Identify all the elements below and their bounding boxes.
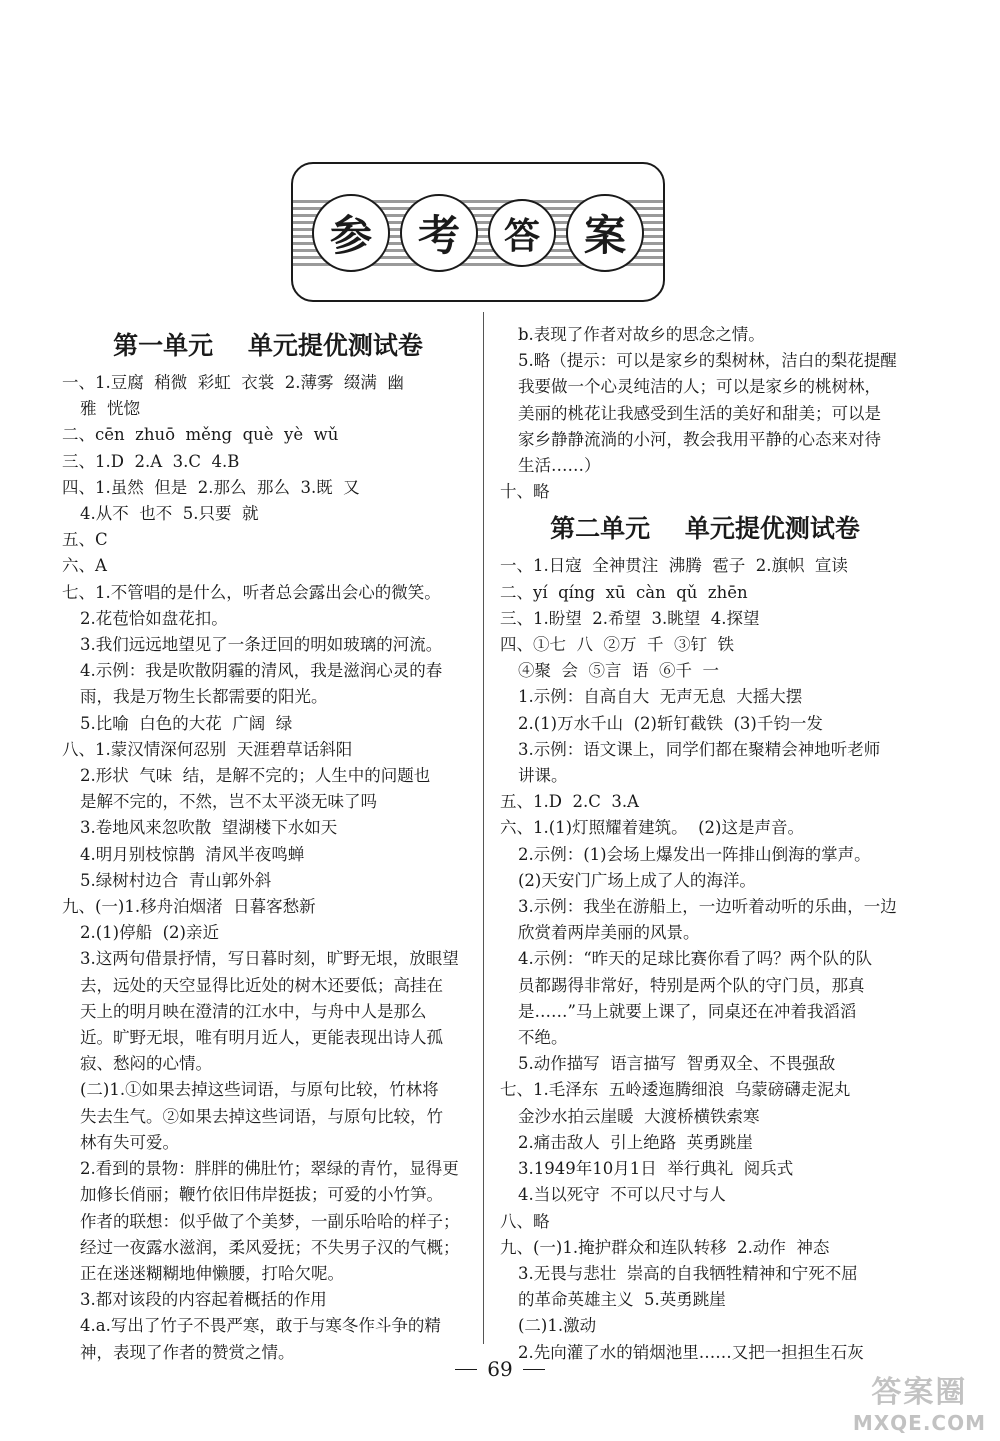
answer-line: 二、cēn zhuō měng què yè wǔ xyxy=(62,425,339,445)
page-number-footer xyxy=(430,1355,570,1383)
answer-line: 2.示例：(1)会场上爆发出一阵排山倒海的掌声。 xyxy=(518,844,871,864)
answer-line: (2)天安门广场上成了人的海洋。 xyxy=(518,870,756,890)
answer-line: 5.略（提示：可以是家乡的梨树林，洁白的梨花提醒 xyxy=(518,351,897,371)
answer-line: 5.比喻 白色的大花 广阔 绿 xyxy=(80,713,293,733)
answer-line: 4.示例：我是吹散阴霾的清风，我是滋润心灵的春 xyxy=(80,661,443,681)
banner-chars xyxy=(293,192,663,274)
answer-line: 3.示例：我坐在游船上，一边听着动听的乐曲，一边 xyxy=(518,897,897,917)
watermark-text-top: 答案圈 xyxy=(871,1375,968,1410)
answer-line: 是……”马上就要上课了，同桌还在冲着我滔滔 xyxy=(518,1001,857,1021)
answer-line: 七、1.不管唱的是什么，听者总会露出会心的微笑。 xyxy=(62,582,441,602)
left-column xyxy=(62,322,474,1366)
unit-two-title: 第二单元 单元提优测试卷 xyxy=(550,514,860,544)
answer-line: 雅 恍惚 xyxy=(80,399,140,419)
answer-banner xyxy=(291,162,665,302)
answer-line: 作者的联想：似乎做了个美梦，一副乐哈哈的样子； xyxy=(80,1211,460,1231)
answer-line: 七、1.毛泽东 五岭逶迤腾细浪 乌蒙磅礴走泥丸 xyxy=(500,1080,851,1100)
answer-line: 3.无畏与悲壮 崇高的自我牺牲精神和宁死不屈 xyxy=(518,1263,858,1283)
answer-line: 二、yí qíng xū càn qǔ zhēn xyxy=(500,582,748,602)
page-number: 69 xyxy=(487,1357,513,1381)
answer-line: 雨，我是万物生长都需要的阳光。 xyxy=(80,687,328,707)
answer-line: 4.当以死守 不可以尺寸与人 xyxy=(518,1185,726,1205)
banner-char-2: 考 xyxy=(400,194,478,272)
answer-line: 近。旷野无垠，唯有明月近人，更能表现出诗人孤 xyxy=(80,1028,443,1048)
answer-line: 4.从不 也不 5.只要 就 xyxy=(80,504,259,524)
answer-line: 寂、愁闷的心情。 xyxy=(80,1054,212,1074)
answer-line: 加修长俏丽；鞭竹依旧伟岸挺拔；可爱的小竹笋。 xyxy=(80,1185,443,1205)
answer-line: 2.(1)停船 (2)亲近 xyxy=(80,923,219,943)
unit-two-answers xyxy=(500,553,910,1365)
right-column xyxy=(500,322,910,1366)
answer-line: 是解不完的，不然，岂不太平淡无味了吗 xyxy=(80,792,377,812)
footer-dash-right xyxy=(523,1369,545,1370)
answer-line: 金沙水拍云崖暖 大渡桥横铁索寒 xyxy=(518,1106,760,1126)
answer-line: 2.看到的景物：胖胖的佛肚竹；翠绿的青竹，显得更 xyxy=(80,1159,459,1179)
answer-line: (二)1.激动 xyxy=(518,1316,597,1336)
answer-line: 九、(一)1.掩护群众和连队转移 2.动作 神态 xyxy=(500,1237,830,1257)
answer-line: 3.卷地风来忽吹散 望湖楼下水如天 xyxy=(80,818,338,838)
answer-line: 正在迷迷糊糊地伸懒腰，打哈欠呢。 xyxy=(80,1263,344,1283)
answer-line: 讲课。 xyxy=(518,766,568,786)
answer-line: 4.示例：“昨天的足球比赛你看了吗？两个队的队 xyxy=(518,949,873,969)
answer-line: 3.我们远远地望见了一条迂回的明如玻璃的河流。 xyxy=(80,635,443,655)
answer-line: 不绝。 xyxy=(518,1028,568,1048)
answer-line: 5.动作描写 语言描写 智勇双全、不畏强敌 xyxy=(518,1054,836,1074)
answer-line: 4.明月别枝惊鹊 清风半夜鸣蝉 xyxy=(80,844,305,864)
footer-dash-left xyxy=(455,1369,477,1370)
answer-line: 2.形状 气味 结，是解不完的；人生中的问题也 xyxy=(80,766,431,786)
answer-line: 六、1.(1)灯照耀着建筑。 (2)这是声音。 xyxy=(500,818,804,838)
answer-line: 5.绿树村边合 青山郭外斜 xyxy=(80,870,272,890)
answer-line: 八、略 xyxy=(500,1211,550,1231)
banner-char-1: 参 xyxy=(312,194,390,272)
answer-line: 九、(一)1.移舟泊烟渚 日暮客愁新 xyxy=(62,897,316,917)
answer-line: 三、1.D 2.A 3.C 4.B xyxy=(62,451,240,471)
answer-line: ④聚 会 ⑤言 语 ⑥千 一 xyxy=(518,661,719,681)
answer-line: 员都踢得非常好，特别是两个队的守门员，那真 xyxy=(518,975,865,995)
answer-line: 3.都对该段的内容起着概括的作用 xyxy=(80,1290,327,1310)
answer-line: 天上的明月映在澄清的江水中，与舟中人是那么 xyxy=(80,1001,427,1021)
answer-line: 一、1.日寇 全神贯注 沸腾 雹子 2.旗帜 宣读 xyxy=(500,556,848,576)
answer-line: 去，远处的天空显得比近处的树木还要低；高挂在 xyxy=(80,975,443,995)
answer-line: 2.先向灌了水的销烟池里……又把一担担生石灰 xyxy=(518,1342,864,1362)
answer-line: 家乡静静流淌的小河，教会我用平静的心态来对待 xyxy=(518,429,881,449)
answer-line: 十、略 xyxy=(500,482,550,502)
unit-one-answers-continued xyxy=(500,322,910,505)
answer-line: 五、C xyxy=(62,530,108,550)
answer-line: 2.痛击敌人 引上绝路 英勇跳崖 xyxy=(518,1132,753,1152)
answer-line: 我要做一个心灵纯洁的人；可以是家乡的桃树林， xyxy=(518,377,881,397)
answer-line: 美丽的桃花让我感受到生活的美好和甜美；可以是 xyxy=(518,403,881,423)
column-divider xyxy=(483,312,484,1344)
answer-line: 四、①七 八 ②万 千 ③钉 铁 xyxy=(500,635,734,655)
banner-char-4: 案 xyxy=(566,194,644,272)
answer-line: 3.示例：语文课上，同学们都在聚精会神地听老师 xyxy=(518,739,881,759)
answer-line: 3.这两句借景抒情，写日暮时刻，旷野无垠，放眼望 xyxy=(80,949,459,969)
answer-line: 生活……） xyxy=(518,456,601,476)
answer-line: 六、A xyxy=(62,556,107,576)
answer-line: 经过一夜露水滋润，柔风爱抚；不失男子汉的气概； xyxy=(80,1237,460,1257)
answer-line: 失去生气。②如果去掉这些词语，与原句比较，竹 xyxy=(80,1106,443,1126)
answer-line: 欣赏着两岸美丽的风景。 xyxy=(518,923,700,943)
answer-line: 2.(1)万水千山 (2)斩钉截铁 (3)千钧一发 xyxy=(518,713,823,733)
answer-line: (二)1.①如果去掉这些词语，与原句比较，竹林将 xyxy=(80,1080,439,1100)
answer-line: b.表现了作者对故乡的思念之情。 xyxy=(518,325,765,344)
watermark-logo xyxy=(853,1367,986,1435)
answer-line: 五、1.D 2.C 3.A xyxy=(500,792,639,812)
answer-line: 八、1.蒙汉情深何忍别 天涯碧草话斜阳 xyxy=(62,739,353,759)
banner-char-3: 答 xyxy=(488,199,556,267)
answer-line: 三、1.盼望 2.希望 3.眺望 4.探望 xyxy=(500,608,760,628)
answer-line: 四、1.虽然 但是 2.那么 那么 3.既 又 xyxy=(62,477,360,497)
answer-line: 2.花苞恰如盘花扣。 xyxy=(80,608,228,628)
answer-line: 4.a.写出了竹子不畏严寒，敢于与寒冬作斗争的精 xyxy=(80,1316,441,1336)
unit-one-title: 第一单元 单元提优测试卷 xyxy=(113,331,423,360)
answer-line: 一、1.豆腐 稍微 彩虹 衣裳 2.薄雾 缀满 幽 xyxy=(62,373,404,392)
answer-line: 的革命英雄主义 5.英勇跳崖 xyxy=(518,1290,726,1310)
watermark-text-bottom: MXQE.COM xyxy=(852,1411,986,1435)
unit-one-answers xyxy=(62,370,474,1366)
answer-line: 3.1949年10月1日 举行典礼 阅兵式 xyxy=(518,1159,794,1179)
answer-line: 林有失可爱。 xyxy=(80,1132,179,1152)
answer-line: 1.示例：自高自大 无声无息 大摇大摆 xyxy=(518,687,803,707)
answer-line: 神，表现了作者的赞赏之情。 xyxy=(80,1342,295,1362)
